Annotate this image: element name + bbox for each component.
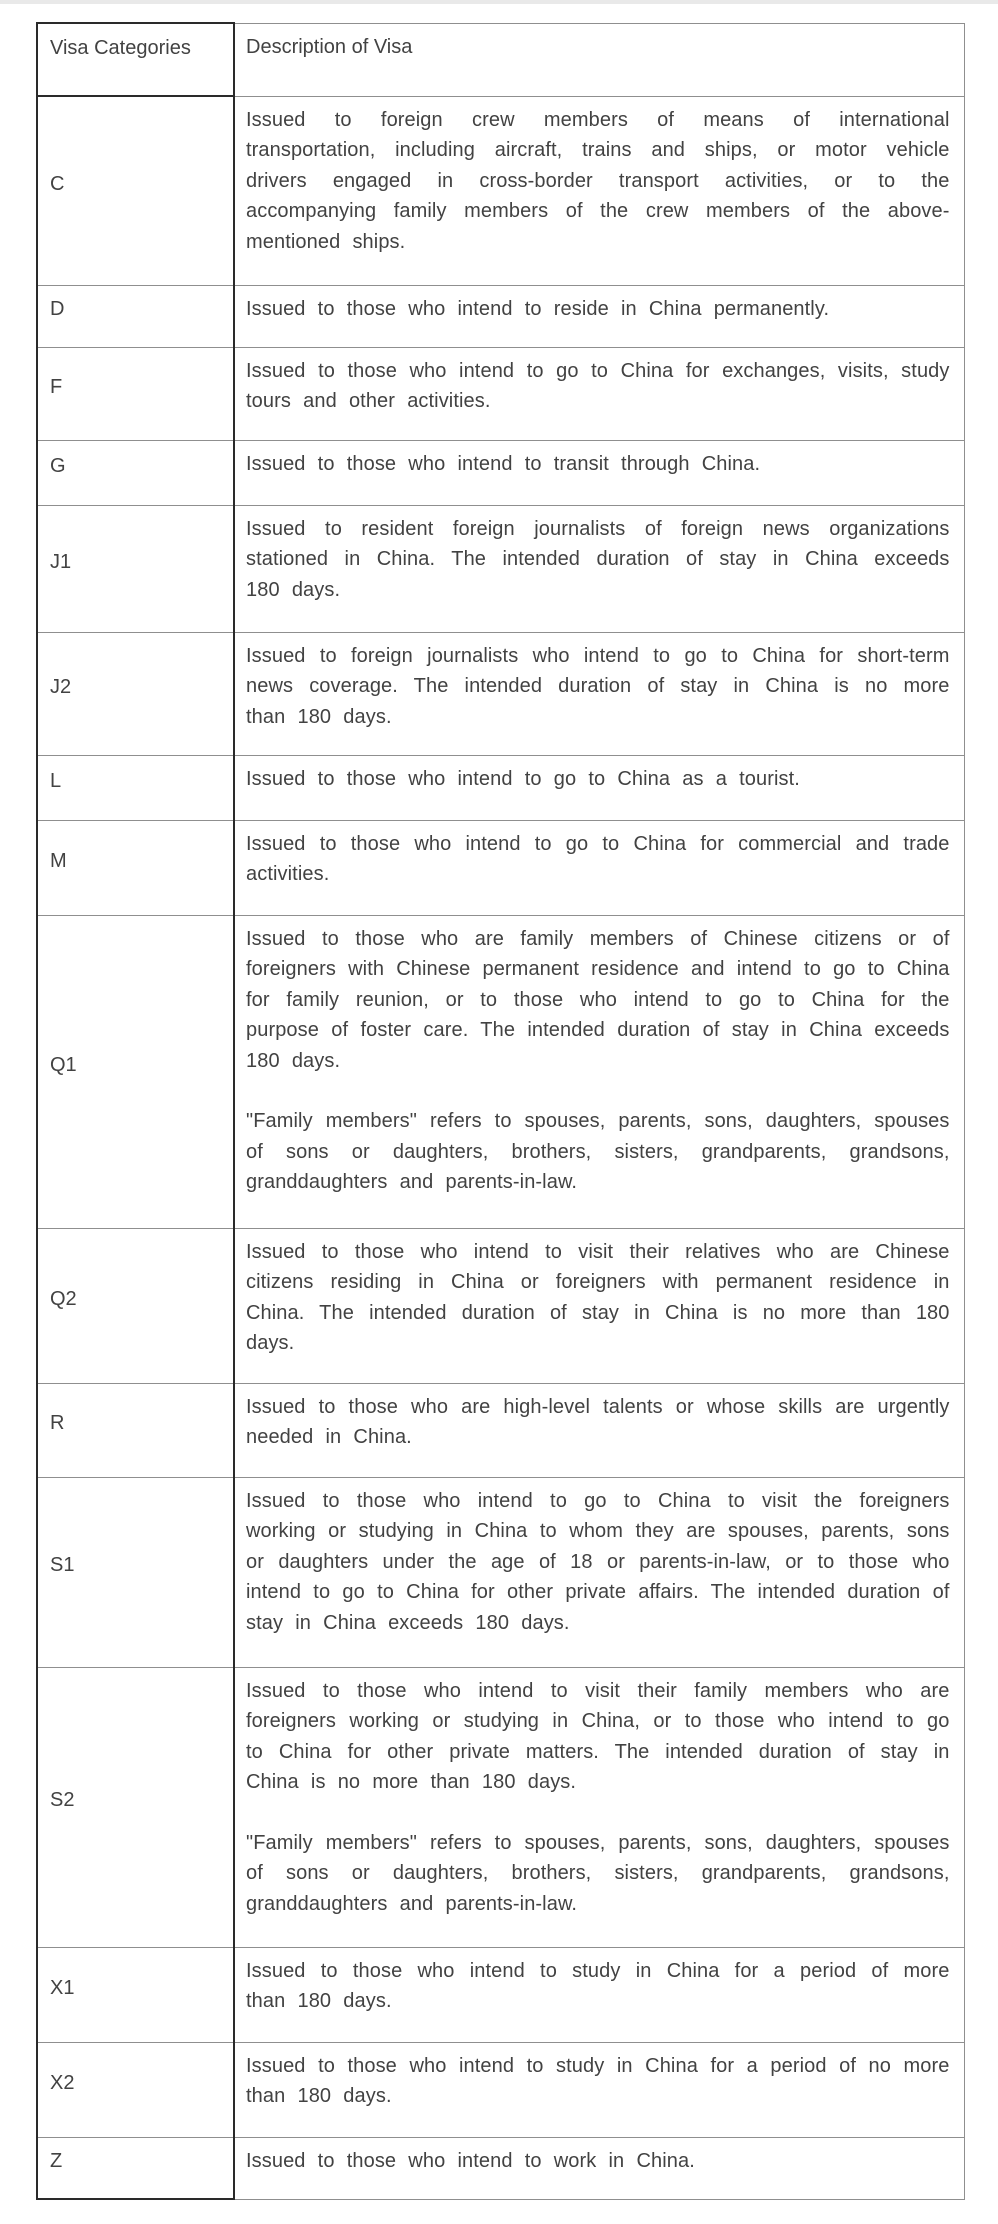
visa-code: M — [37, 820, 234, 915]
table-row — [37, 632, 964, 755]
visa-description — [234, 1228, 964, 1383]
table-row — [37, 347, 964, 440]
table-row — [37, 96, 964, 285]
visa-description — [234, 347, 964, 440]
visa-code: J2 — [37, 632, 234, 755]
visa-code: S2 — [37, 1667, 234, 1947]
visa-description-paragraph: Issued to those who intend to visit their family members who are foreigners working or studying in China, or to those who intend to go to China for other private matters. The intended duration of stay in China is no more than 180 days. — [246, 1679, 950, 1793]
table-row — [37, 1947, 964, 2042]
visa-code: J1 — [37, 505, 234, 632]
visa-description-paragraph: Issued to those who intend to reside in China permanently. — [246, 297, 830, 320]
visa-description — [234, 820, 964, 915]
table-row — [37, 820, 964, 915]
table-row — [37, 2042, 964, 2137]
table-row — [37, 915, 964, 1228]
table-row — [37, 440, 964, 505]
header-description-of-visa: Description of Visa — [234, 23, 964, 96]
visa-description-paragraph: Issued to foreign journalists who intend to go to China for short-term news coverage. The intended duration of stay in China is no more than 180 days. — [246, 644, 950, 728]
visa-description — [234, 1667, 964, 1947]
visa-code: Q2 — [37, 1228, 234, 1383]
visa-description-paragraph: Issued to those who intend to work in China. — [246, 2149, 695, 2172]
visa-description — [234, 2042, 964, 2137]
visa-description — [234, 2137, 964, 2199]
visa-code: S1 — [37, 1477, 234, 1667]
visa-description — [234, 915, 964, 1228]
table-row — [37, 755, 964, 820]
table-row — [37, 505, 964, 632]
visa-description-paragraph: Issued to those who intend to go to China for commercial and trade activities. — [246, 832, 950, 885]
visa-categories-table — [36, 22, 965, 2200]
visa-code: Q1 — [37, 915, 234, 1228]
visa-description-paragraph: "Family members" refers to spouses, parents, sons, daughters, spouses of sons or daughters, brothers, sisters, grandparents, grandsons, granddaughters and parents-in-law. — [246, 1110, 950, 1193]
visa-description — [234, 440, 964, 505]
visa-code: G — [37, 440, 234, 505]
visa-description-paragraph: Issued to those who intend to go to China for exchanges, visits, study tours and other activities. — [246, 359, 950, 412]
visa-description — [234, 755, 964, 820]
visa-description-paragraph: Issued to those who intend to study in China for a period of more than 180 days. — [246, 1959, 950, 2012]
visa-description — [234, 1477, 964, 1667]
visa-code: Z — [37, 2137, 234, 2199]
visa-description-paragraph: Issued to those who intend to go to China to visit the foreigners working or studying in China to whom they are spouses, parents, sons or daughters under the age of 18 or parents-in-law, or to those who intend to go to China for other private affairs. The intended duration of stay in China exceeds 180 days. — [246, 1489, 950, 1634]
visa-description — [234, 632, 964, 755]
table-row — [37, 285, 964, 347]
visa-description-paragraph: Issued to those who are high-level talents or whose skills are urgently needed in China. — [246, 1395, 950, 1448]
visa-description-paragraph: Issued to foreign crew members of means of international transportation, including aircraft, trains and ships, or motor vehicle drivers engaged in cross-border transport activities, or to the accompanying family members of the crew members of the above-mentioned ships. — [246, 108, 950, 253]
visa-description-paragraph: Issued to those who intend to go to China as a tourist. — [246, 767, 800, 790]
visa-description-paragraph: Issued to those who intend to visit their relatives who are Chinese citizens residing in China or foreigners with permanent residence in China. The intended duration of stay in China is no more than 180 days. — [246, 1240, 950, 1354]
table-row — [37, 1667, 964, 1947]
table-row — [37, 1228, 964, 1383]
visa-code: D — [37, 285, 234, 347]
visa-description — [234, 96, 964, 285]
visa-description-paragraph: "Family members" refers to spouses, parents, sons, daughters, spouses of sons or daughters, brothers, sisters, grandparents, grandsons, granddaughters and parents-in-law. — [246, 1831, 950, 1915]
visa-description — [234, 1947, 964, 2042]
visa-code: R — [37, 1383, 234, 1477]
visa-description — [234, 505, 964, 632]
table-header-row — [37, 23, 964, 96]
visa-description-paragraph: Issued to those who intend to study in China for a period of no more than 180 days. — [246, 2054, 950, 2107]
table-row — [37, 2137, 964, 2199]
visa-code: X2 — [37, 2042, 234, 2137]
visa-description-paragraph: Issued to those who are family members of Chinese citizens or of foreigners with Chinese permanent residence and intend to go to China for family reunion, or to those who intend to go to China for the purpose of foster care. The intended duration of stay in China exceeds 180 days. — [246, 927, 950, 1072]
table-row — [37, 1477, 964, 1667]
visa-code: X1 — [37, 1947, 234, 2042]
visa-description — [234, 285, 964, 347]
visa-code: C — [37, 96, 234, 285]
visa-code: F — [37, 347, 234, 440]
visa-description-paragraph: Issued to resident foreign journalists of foreign news organizations stationed in China. The intended duration of stay in China exceeds 180 days. — [246, 517, 950, 601]
visa-code: L — [37, 755, 234, 820]
header-visa-categories: Visa Categories — [37, 23, 234, 96]
visa-description-paragraph: Issued to those who intend to transit through China. — [246, 452, 761, 475]
page-top-edge — [0, 0, 998, 4]
visa-description — [234, 1383, 964, 1477]
table-row — [37, 1383, 964, 1477]
